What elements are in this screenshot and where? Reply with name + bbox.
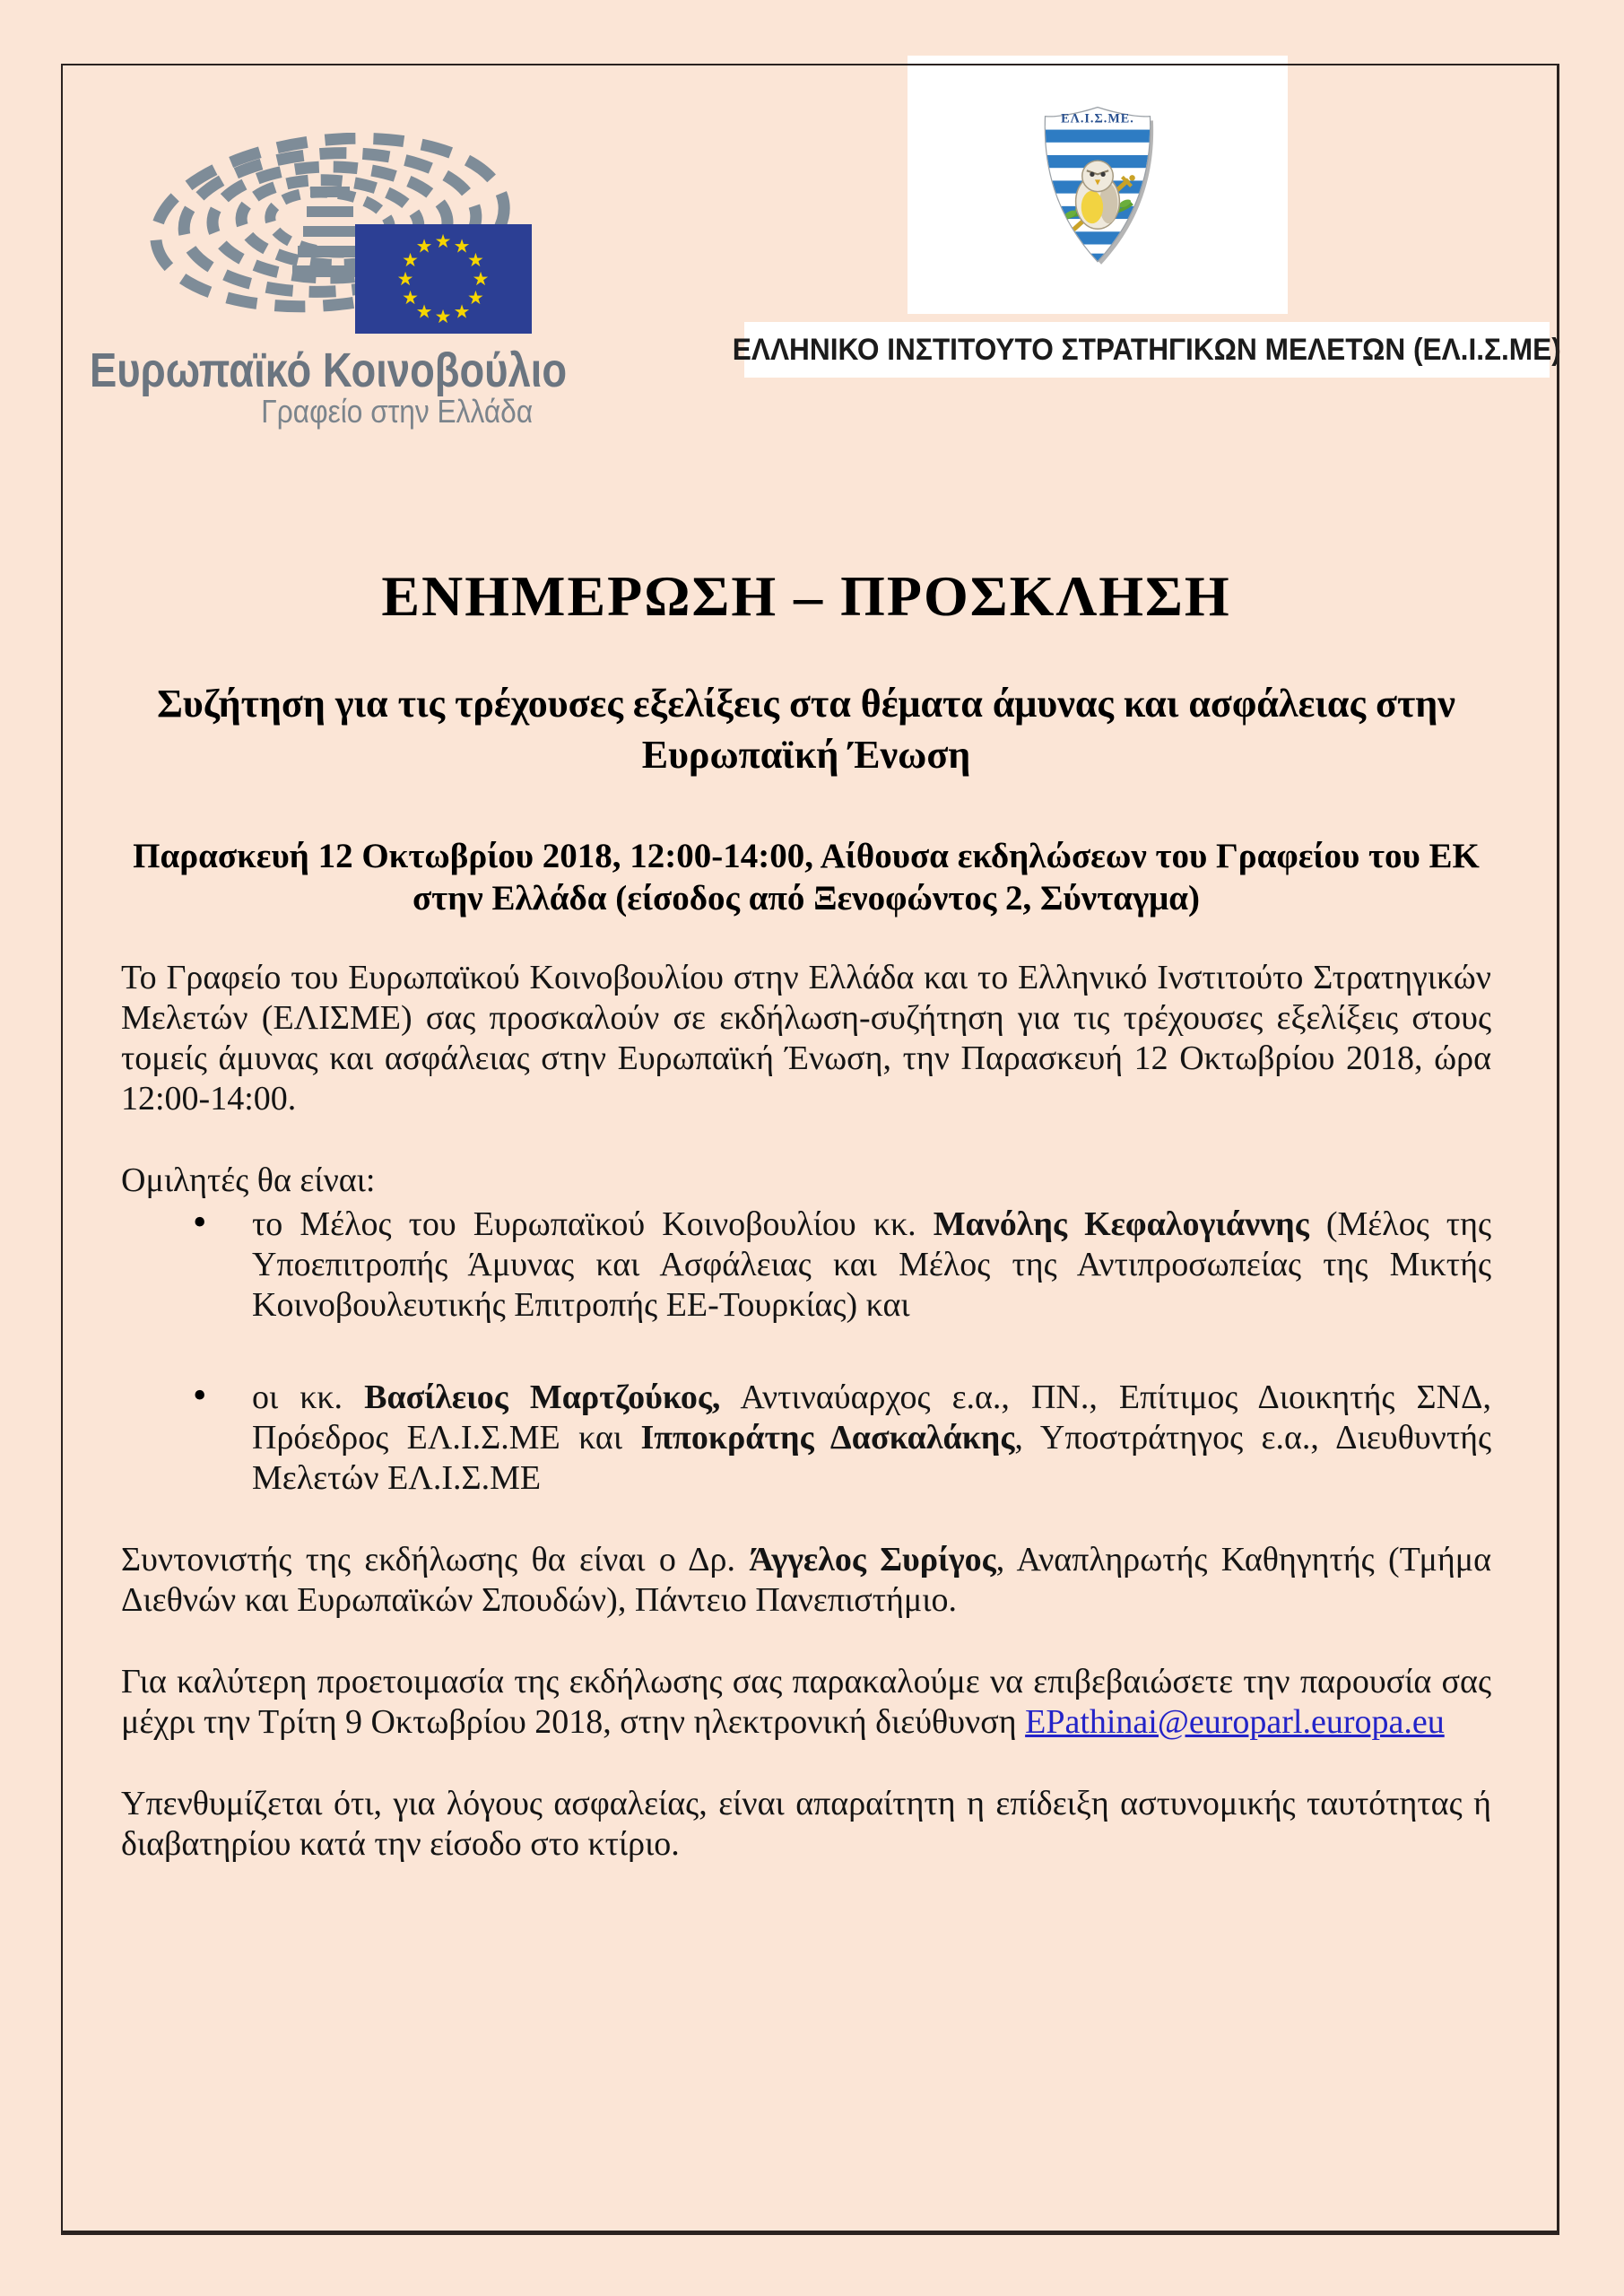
ep-logo-subtitle-row (90, 393, 533, 430)
svg-text:★: ★ (466, 249, 484, 271)
speakers-list (121, 1205, 1491, 1499)
svg-text:★: ★ (434, 230, 452, 252)
document-subtitle: Συζήτηση για τις τρέχουσες εξελίξεις στα θέματα άμυνας και ασφάλειας στην Ευρωπαϊκή Ένωση (157, 682, 1455, 778)
svg-text:★: ★ (466, 287, 484, 309)
svg-text:★: ★ (453, 235, 471, 257)
svg-text:★: ★ (434, 306, 452, 327)
elisme-shield-icon (1038, 100, 1157, 269)
svg-text:★: ★ (402, 249, 420, 271)
svg-text:★: ★ (472, 268, 490, 290)
svg-text:★: ★ (402, 287, 420, 309)
speakers-heading: Ομιλητές θα είναι: (121, 1161, 376, 1199)
speaker-bullet-1: • το Μέλος του Ευρωπαϊκού Κοινοβουλίου κκ. Μανόλης Κεφαλογιάννης (Μέλος της Υποεπιτροπής Άμυνας και Ασφάλειας και Μέλος της Αντιπροσωπείας της Μικτής Κοινοβουλευτικής Επιτροπής ΕΕ-Τουρκίας) και (121, 1205, 1491, 1326)
rsvp-paragraph: Για καλύτερη προετοιμασία της εκδήλωσης σας παρακαλούμε να επιβεβαιώσετε την παρουσία σας μέχρι την Τρίτη 9 Οκτωβρίου 2018, στην ηλεκτρονική διεύθυνση EPathinai@europarl.europa.eu (121, 1662, 1491, 1741)
elisme-logo-box (908, 56, 1288, 314)
ep-logo-subtitle: Γραφείο στην Ελλάδα (261, 393, 533, 430)
event-info: Παρασκευή 12 Οκτωβρίου 2018, 12:00-14:00, Αίθουσα εκδηλώσεων του Γραφείου του ΕΚ στην Ελλάδα (είσοδος από Ξενοφώντος 2, Σύνταγμα) (133, 837, 1480, 918)
elisme-shield-label: ΕΛ.Ι.Σ.ΜΕ. (1061, 111, 1134, 126)
intro-paragraph: Το Γραφείο του Ευρωπαϊκού Κοινοβουλίου στην Ελλάδα και το Ελληνικό Ινστιτούτο Στρατηγικών Μελετών (ΕΛΙΣΜΕ) σας προσκαλούν σε εκδήλωση-συζήτηση για τις τρέχουσες εξελίξεις στους τομείς άμυνας και ασφάλειας στην Ευρωπαϊκή Ένωση, την Παρασκευή 12 Οκτωβρίου 2018, ώρα 12:00-14:00. (121, 958, 1491, 1118)
document-body (121, 563, 1491, 1865)
svg-text:★: ★ (415, 235, 433, 257)
security-note: Υπενθυμίζεται ότι, για λόγους ασφαλείας, είναι απαραίτητη η επίδειξη αστυνομικής ταυτότητας ή διαβατηρίου κατά την είσοδο στο κτίριο. (121, 1784, 1491, 1863)
speaker-bullet-2: • οι κκ. Βασίλειος Μαρτζούκος, Αντιναύαρχος ε.α., ΠΝ., Επίτιμος Διοικητής ΣΝΔ, Πρόεδρος ΕΛ.Ι.Σ.ΜΕ και Ιπποκράτης Δασκαλάκης, Υποστράτηγος ε.α., Διευθυντής Μελετών ΕΛ.Ι.Σ.ΜΕ (121, 1378, 1491, 1499)
elisme-banner (733, 322, 1561, 378)
svg-text:★: ★ (453, 300, 471, 323)
ep-logo-title: Ευρωπαϊκό Κοινοβούλιο (90, 344, 568, 397)
coordinator-paragraph: Συντονιστής της εκδήλωσης θα είναι ο Δρ. Άγγελος Συρίγος, Αναπληρωτής Καθηγητής (Τμήμα Διεθνών και Ευρωπαϊκών Σπουδών), Πάντειο Πανεπιστήμιο. (121, 1540, 1492, 1619)
svg-text:★: ★ (396, 268, 414, 290)
svg-text:★: ★ (415, 300, 433, 323)
email-link[interactable]: EPathinai@europarl.europa.eu (1025, 1702, 1445, 1741)
eu-flag-icon (355, 224, 532, 334)
elisme-banner-text: ΕΛΛΗΝΙΚΟ ΙΝΣΤΙΤΟΥΤΟ ΣΤΡΑΤΗΓΙΚΩΝ ΜΕΛΕΤΩΝ (ΕΛ.Ι.Σ.ΜΕ) (733, 332, 1561, 367)
document-title: ΕΝΗΜΕΡΩΣΗ – ΠΡΟΣΚΛΗΣΗ (381, 564, 1231, 628)
